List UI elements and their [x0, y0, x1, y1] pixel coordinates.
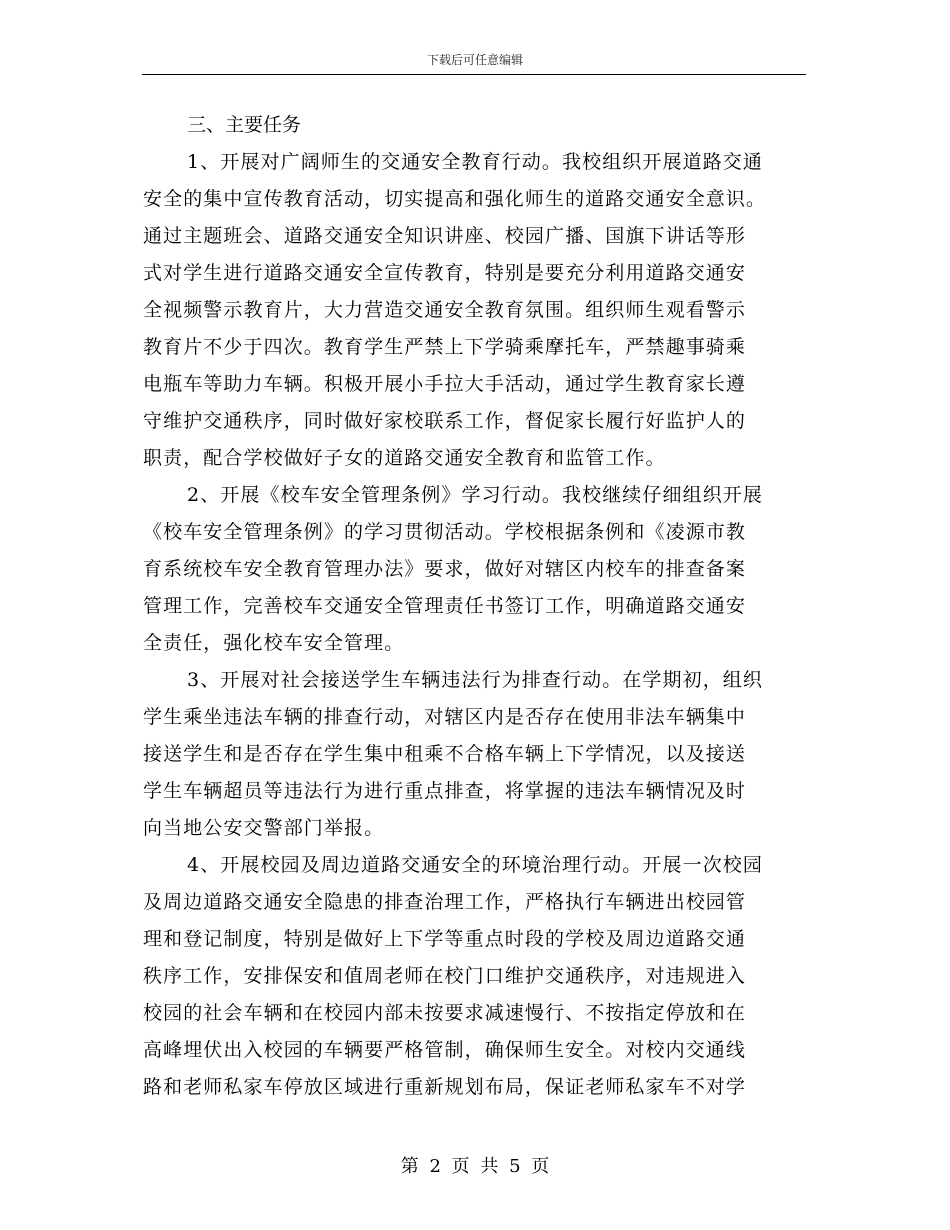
- paragraph-4-line: 秩序工作，安排保安和值周老师在校门口维护交通秩序，对违规进入: [143, 965, 747, 987]
- paragraph-4-line: 4、开展校园及周边道路交通安全的环境治理行动。开展一次校园: [187, 854, 763, 876]
- paragraph-4-line: 路和老师私家车停放区域进行重新规划布局，保证老师私家车不对学: [143, 1076, 747, 1098]
- paragraph-3-line: 学生车辆超员等违法行为进行重点排查，将掌握的违法车辆情况及时: [143, 780, 747, 802]
- section-heading: 三、主要任务: [187, 114, 302, 136]
- paragraph-2-line: 《校车安全管理条例》的学习贯彻活动。学校根据条例和《凌源市教: [143, 521, 747, 543]
- paragraph-3-line: 接送学生和是否存在学生集中租乘不合格车辆上下学情况，以及接送: [143, 743, 747, 765]
- paragraph-4-line: 理和登记制度，特别是做好上下学等重点时段的学校及周边道路交通: [143, 928, 747, 950]
- paragraph-3-line: 3、开展对社会接送学生车辆违法行为排查行动。在学期初，组织: [187, 669, 763, 691]
- paragraph-4-line: 及周边道路交通安全隐患的排查治理工作，严格执行车辆进出校园管: [143, 891, 747, 913]
- paragraph-1-line: 教育片不少于四次。教育学生严禁上下学骑乘摩托车，严禁趣事骑乘: [143, 336, 747, 358]
- paragraph-1-line: 电瓶车等助力车辆。积极开展小手拉大手活动，通过学生教育家长遵: [143, 373, 747, 395]
- paragraph-2-line: 2、开展《校车安全管理条例》学习行动。我校继续仔细组织开展: [187, 484, 763, 506]
- paragraph-1-line: 式对学生进行道路交通安全宣传教育，特别是要充分利用道路交通安: [143, 262, 747, 284]
- page-number-footer: 第 2 页 共 5 页: [400, 1156, 550, 1177]
- paragraph-1-line: 全视频警示教育片，大力营造交通安全教育氛围。组织师生观看警示: [143, 299, 747, 321]
- paragraph-1-line: 安全的集中宣传教育活动，切实提高和强化师生的道路交通安全意识。: [143, 188, 767, 210]
- paragraph-1-line: 守维护交通秩序，同时做好家校联系工作，督促家长履行好监护人的: [143, 410, 747, 432]
- paragraph-2-line: 全责任，强化校车安全管理。: [143, 632, 405, 654]
- paragraph-2-line: 育系统校车安全教育管理办法》要求，做好对辖区内校车的排查备案: [143, 558, 747, 580]
- paragraph-1-line: 通过主题班会、道路交通安全知识讲座、校园广播、国旗下讲话等形: [143, 225, 747, 247]
- page-header: 下载后可任意编辑: [426, 53, 523, 67]
- paragraph-1-line: 职责，配合学校做好子女的道路交通安全教育和监管工作。: [143, 447, 666, 469]
- paragraph-3-line: 学生乘坐违法车辆的排查行动，对辖区内是否存在使用非法车辆集中: [143, 706, 747, 728]
- header-divider: [142, 74, 806, 75]
- paragraph-4-line: 校园的社会车辆和在校园内部未按要求减速慢行、不按指定停放和在: [143, 1002, 747, 1024]
- paragraph-4-line: 高峰埋伏出入校园的车辆要严格管制，确保师生安全。对校内交通线: [143, 1039, 747, 1061]
- document-body: [143, 107, 805, 1106]
- paragraph-2-line: 管理工作，完善校车交通安全管理责任书签订工作，明确道路交通安: [143, 595, 747, 617]
- paragraph-3-line: 向当地公安交警部门举报。: [143, 817, 385, 839]
- paragraph-1-line: 1、开展对广阔师生的交通安全教育行动。我校组织开展道路交通: [187, 151, 763, 173]
